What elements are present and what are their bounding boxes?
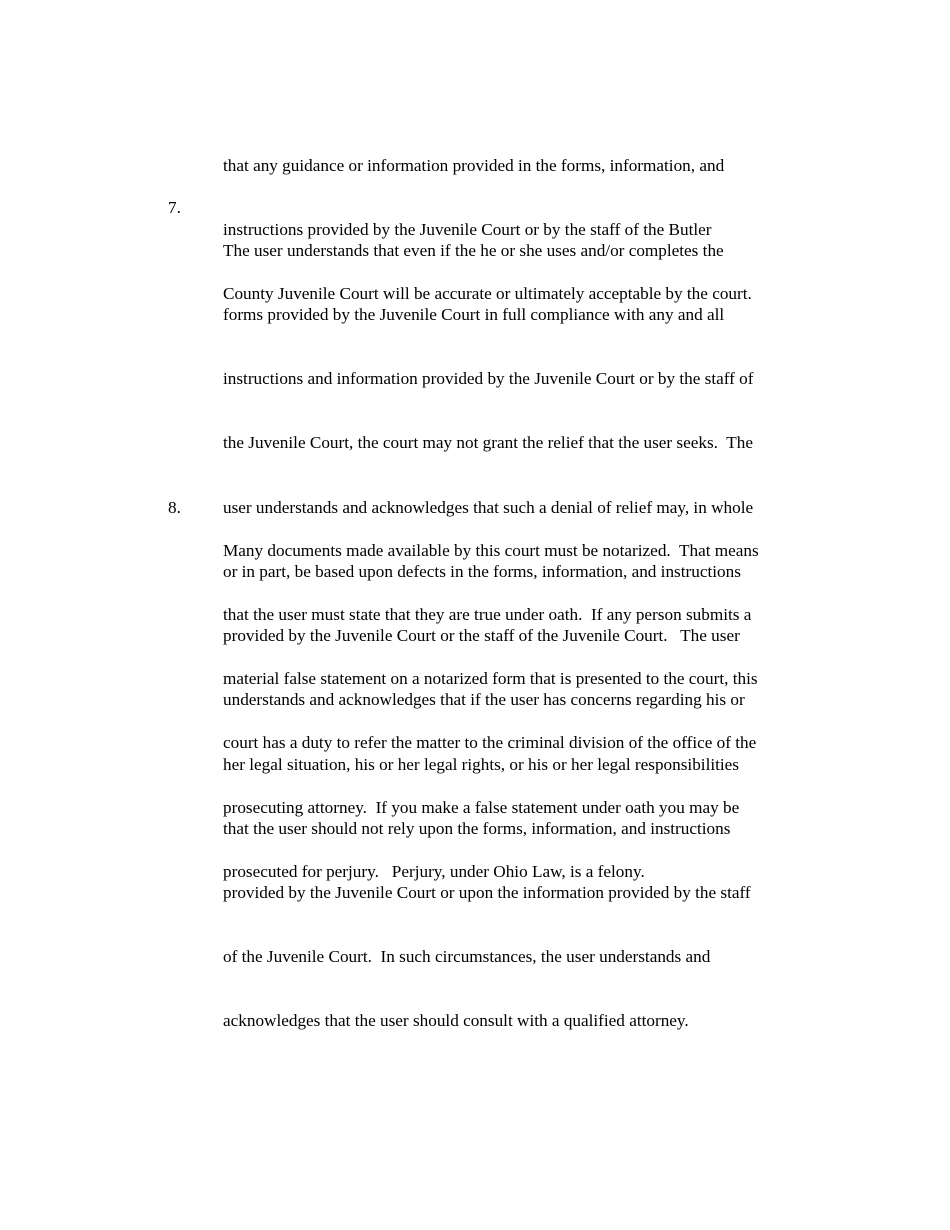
text-line: instructions and information provided by the Juvenile Court or by the staff of [223, 369, 754, 389]
text-line: The user understands that even if the he or she uses and/or completes the [223, 240, 724, 260]
text-line: acknowledges that the user should consult with a qualified attorney. [223, 1011, 689, 1031]
text-line: Many documents made available by this court must be notarized. That means [223, 540, 759, 560]
text-line: prosecuted for perjury. Perjury, under Ohio Law, is a felony. [223, 861, 645, 881]
text-line: her legal situation, his or her legal rights, or his or her legal responsibilities [223, 754, 739, 774]
text-line: of the Juvenile Court. In such circumstances, the user understands and [223, 947, 711, 967]
text-line: court has a duty to refer the matter to the criminal division of the office of the [223, 733, 757, 753]
text-line: provided by the Juvenile Court or upon the information provided by the staff [223, 883, 751, 902]
text-line: County Juvenile Court will be accurate or ultimately acceptable by the court. [223, 284, 752, 304]
item-number: 8. [168, 498, 181, 517]
text-line: forms provided by the Juvenile Court in full compliance with any and all [223, 305, 725, 325]
text-line: user understands and acknowledges that such a denial of relief may, in whole [223, 497, 754, 517]
text-line: understands and acknowledges that if the user has concerns regarding his or [223, 690, 745, 710]
text-line: the Juvenile Court, the court may not grant the relief that the user seeks. The [223, 433, 753, 453]
item-paragraph [223, 497, 759, 925]
text-line: that any guidance or information provided in the forms, information, and [223, 155, 725, 175]
text-line: that the user should not rely upon the forms, information, and instructions [223, 818, 731, 838]
item-number: 7. [168, 198, 181, 217]
text-line: instructions provided by the Juvenile Court or by the staff of the Butler [223, 220, 712, 240]
text-line: material false statement on a notarized form that is presented to the court, this [223, 669, 758, 689]
text-line: that the user must state that they are true under oath. If any person submits a [223, 605, 752, 625]
text-line: prosecuting attorney. If you make a false statement under oath you may be [223, 797, 740, 817]
text-line: or in part, be based upon defects in the forms, information, and instructions [223, 561, 741, 581]
text-line: provided by the Juvenile Court or the staff of the Juvenile Court. The user [223, 626, 740, 646]
